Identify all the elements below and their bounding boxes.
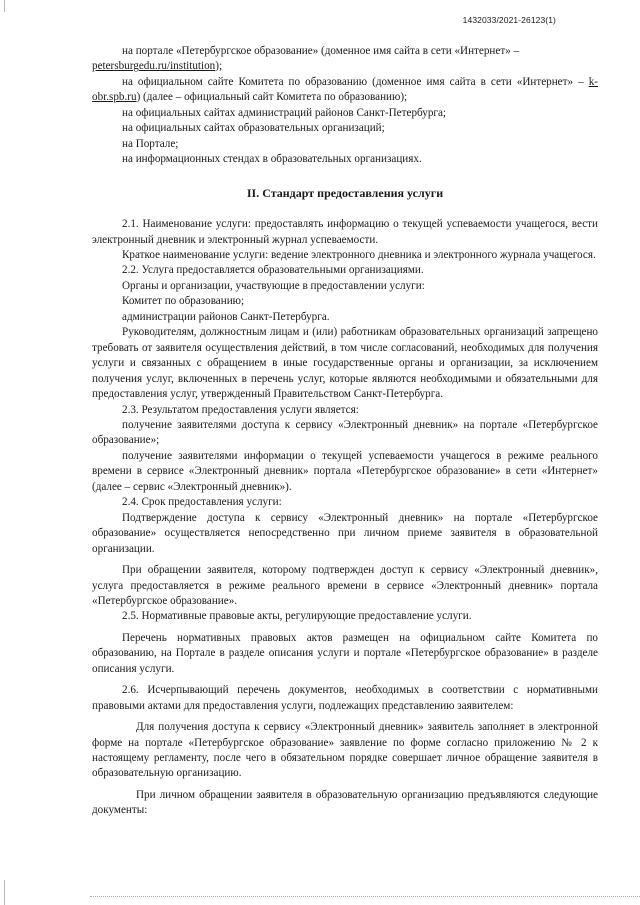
info-source-item: на официальных сайтах администраций районов Санкт-Петербурга; xyxy=(122,106,447,119)
paragraph: Органы и организации, участвующие в предоставлении услуги: xyxy=(122,279,425,292)
scan-edge-mark xyxy=(4,0,5,12)
paragraph: Для получения доступа к сервису «Электронный дневник» заявитель заполняет в электронной форме на портале «Петербургское образование» заявление по форме согласно приложению № 2 к настоящему регламенту, после чего в обязательном порядке совершает личное обращение заявителя в образовательную организацию. xyxy=(92,721,598,780)
info-source-item: на официальных сайтах образовательных организаций; xyxy=(122,122,385,135)
paragraph: получение заявителями доступа к сервису «Электронный дневник» на портале «Петербургское образование»; xyxy=(92,418,598,447)
paragraph: получение заявителями информации о текущей успеваемости учащегося в режиме реального времени в сервисе «Электронный дневник» портала «Петербургское образование» в сети «Интернет» (далее – сервис «Электронный дневник»). xyxy=(92,449,598,493)
paragraph: 2.6. Исчерпывающий перечень документов, необходимых в соответствии с нормативными правовыми актами для предоставления услуги, подлежащих представлению заявителем: xyxy=(92,684,598,712)
info-source-item: на информационных стендах в образовательных организациях. xyxy=(122,153,422,166)
scan-edge-mark xyxy=(4,880,5,905)
info-source-item: на портале «Петербургское образование» (доменное имя сайта в сети «Интернет» – petersburgedu.ru/institution); xyxy=(92,45,520,73)
paragraph: Подтверждение доступа к сервису «Электронный дневник» на портале «Петербургское образование» осуществляется непосредственно при личном приеме заявителя в образовательной организации. xyxy=(92,511,598,555)
paragraph: Комитет по образованию; xyxy=(122,295,245,308)
url-link[interactable]: k-obr.spb.ru xyxy=(92,75,598,104)
document-id: 1432033/2021-26123(1) xyxy=(462,15,556,25)
paragraph: администрации районов Санкт-Петербурга. xyxy=(122,310,330,323)
scan-bottom-edge xyxy=(90,896,640,898)
paragraph: Руководителям, должностным лицам и (или) работникам образовательных организаций запрещено требовать от заявителя осуществления действий, в том числе согласований, необходимых для получения услуги и связанных с обращением в иные государственные органы и организации, за исключением получения услуг, включенных в перечень услуг, которые являются необходимыми и обязательными для предоставления услуг, утвержденный Правительством Санкт-Петербурга. xyxy=(92,326,598,401)
paragraph: Краткое наименование услуги: ведение электронного дневника и электронного журнала учащегося. xyxy=(122,248,596,261)
paragraph: Перечень нормативных правовых актов размещен на официальном сайте Комитета по образованию, на Портале в разделе описания услуги и портале «Петербургское образование» в разделе описания услуги. xyxy=(92,631,598,675)
url-link[interactable]: petersburgedu.ru/institution xyxy=(92,60,216,73)
paragraph: При обращении заявителя, которому подтвержден доступ к сервису «Электронный дневник», услуга предоставляется в режиме реального времени в сервисе «Электронный дневник» портала «Петербургское образование». xyxy=(92,564,598,607)
paragraph: 2.3. Результатом предоставления услуги является: xyxy=(122,403,359,416)
paragraph: 2.2. Услуга предоставляется образовательными организациями. xyxy=(122,264,424,277)
paragraph: 2.5. Нормативные правовые акты, регулирующие предоставление услуги. xyxy=(122,610,472,623)
paragraph: При личном обращении заявителя в образовательную организацию предъявляются следующие документы: xyxy=(92,788,598,817)
info-source-item: на Портале; xyxy=(122,137,179,150)
paragraph: 2.4. Срок предоставления услуги: xyxy=(122,496,282,509)
paragraph: 2.1. Наименование услуги: предоставлять информацию о текущей успеваемости учащегося, вести электронный дневник и электронный журнал успеваемости. xyxy=(92,218,598,246)
info-source-item: на официальном сайте Комитета по образованию (доменное имя сайта в сети «Интернет» – k-obr.spb.ru) (далее – официальный сайт Комитета по образованию); xyxy=(92,75,598,104)
section-title: II. Стандарт предоставления услуги xyxy=(246,185,444,200)
document-body xyxy=(92,44,598,819)
